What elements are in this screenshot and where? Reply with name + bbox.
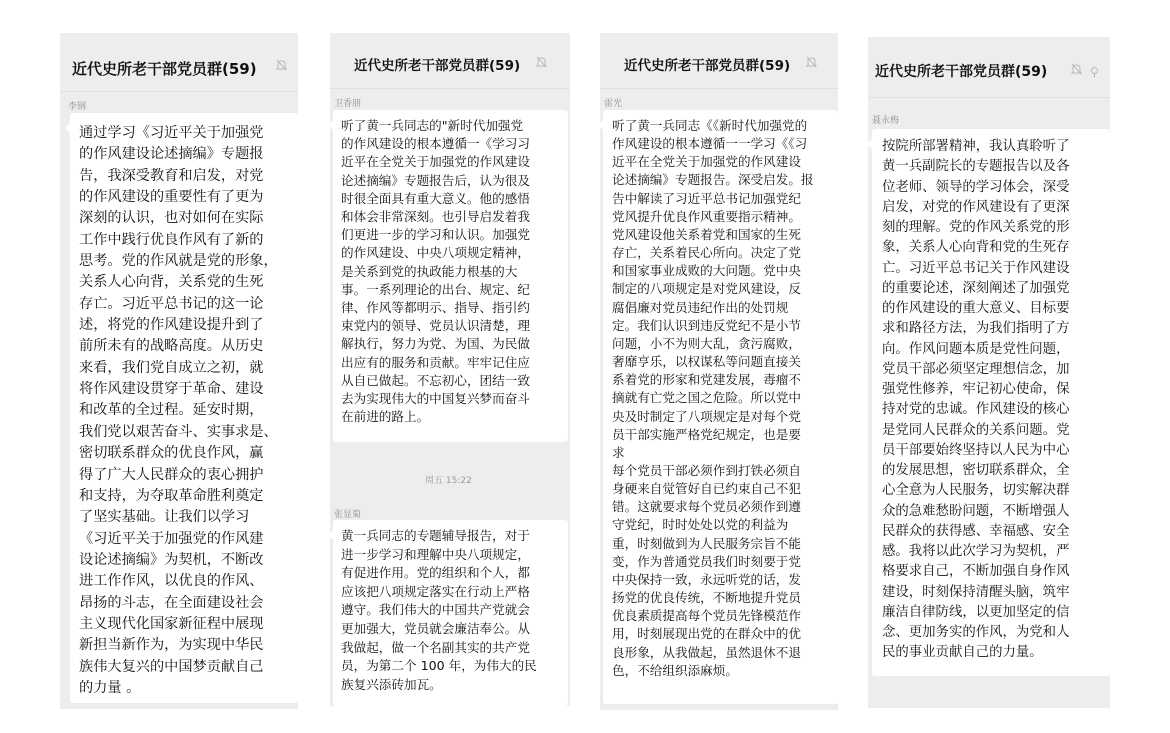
message-bubble[interactable] bbox=[333, 110, 568, 442]
group-title[interactable]: 近代史所老干部党员群(59) bbox=[72, 60, 257, 78]
message-text: 听了黄一兵同志的"新时代加强党 的作风建设的根本遵循一《学习习 近平在全党关于加强党的作风建设 论述摘编》专题报告后，认为很及 时很全面具有重大意义。他的感悟 和体会非常深刻。也引导启发着我 们更进一步的学习和认识。加强党 的作风建设、中央八项规定精神， 是关系到党的执政能力根基的大 事。一系列理论的出台、规定、纪 律、作风等都明示、指导、指引约 束党内的领导、党员认识清楚，理 解执行，努力为党、为国、为民做 出应有的服务和贡献。牢牢记住应 从自已做起。不忘初心，团结一致 去为实现伟大的中国复兴梦而奋斗 在前进的路上。 bbox=[341, 118, 530, 425]
message-text: 听了黄一兵同志《《新时代加强党的 作风建设的根本遵循一一学习《《习 近平在全党关于加强党的作风建设 论述摘编》专题报告。深受启发。报 告中解读了习近平总书记加强党纪 党风提升优良作风重要指示精神。 党风建设他关系着党和国家的生死 存亡，关系着民心所向。决定了党 和国家事业成败的大问题。党中央 制定的八项规定是对党风建设，反 腐倡廉对党员违纪作出的处罚规 定。我们认识到违反党纪不是小节 问题，小不为则大乱，贪污腐败， 奢靡亨乐，以权谋私等问题直接关 系着党的形家和党建发展，毒瘤不 摘就有亡党之国之危险。所以党中 央及时制定了八项规定是对每个党 员干部实施严格党纪规定，也是要 求 每个党员干部必须作到打铁必须自 身硬来自觉管好自已约束自己不犯 错。这就要求每个党员必须作到遵 守党纪，时时处处以党的利益为 重，时刻做到为人民服务宗旨不能 变，作为普通党员我们时刻要于党 中央保持一致，永远听党的话，发 扬党的优良传统，不断地提升党员 优良素质提高每个党员先锋模范作 用，时刻展现出党的在群众中的优 良形象，从我做起，虽然退休不退 色，不给组织添麻烦。 bbox=[612, 118, 814, 678]
message-text: 按院所部署精神，我认真聆听了 黄一兵副院长的专题报告以及各 位老师、领导的学习体会，深受 启发，对党的作风建设有了更深 刻的理解。党的作风关系党的形 象，关系人心向背和党的生死存 亡。习近平总书记关于作风建设 的重要论述，深刻阐述了加强党 的作风建设的重大意义、目标要 求和路径方法，为我们指明了方 向。作风问题本质是党性问题， 党员干部必须坚定理想信念，加 强党性修养，牢记初心使命，保 持对党的忠诚。作风建设的核心 是党同人民群众的关系问题。党 员干部要始终坚持以人民为中心 的发展思想，密切联系群众，全 心全意为人民服务，切实解决群 众的急难愁盼问题，不断增强人 民群众的获得感、幸福感、安全 感。我将以此次学习为契机，严 格要求自己，不断加强自身作风 建设，时刻保持清醒头脑，筑牢 廉洁自律防线，以更加坚定的信 念、更加务实的作风，为党和人 民的事业贡献自己的力量。 bbox=[882, 139, 1070, 661]
chat-header bbox=[330, 33, 570, 89]
bell-off-icon bbox=[276, 59, 287, 71]
bell-off-icon bbox=[806, 56, 817, 68]
chat-screenshot-2 bbox=[330, 33, 570, 706]
group-title[interactable]: 近代史所老干部党员群(59) bbox=[624, 58, 791, 74]
message-bubble[interactable] bbox=[603, 110, 838, 704]
message-bubble[interactable] bbox=[70, 113, 298, 703]
chat-screenshot-4 bbox=[868, 37, 1110, 708]
chat-screenshot-3 bbox=[600, 33, 838, 710]
bell-off-icon bbox=[1071, 63, 1082, 75]
pin-icon[interactable] bbox=[1089, 63, 1100, 82]
message-text: 黄一兵同志的专题辅导报告，对于 进一步学习和理解中央八项规定， 有促进作用。党的组织和个人，都 应该把八项规定落实在行动上严格 遵守。我们伟大的中国共产党就会 更加强大，党员就会廉洁奉公。从 我做起，做一个名副其实的共产党 员，为第二个 100 年，为伟大的民 族复兴添砖加瓦。 bbox=[341, 528, 537, 692]
sender-name: 张显菊 bbox=[334, 510, 362, 520]
chat-screenshot-1 bbox=[60, 33, 298, 709]
timestamp: 周五 15:22 bbox=[425, 476, 472, 486]
sender-name: 雷光 bbox=[604, 99, 623, 109]
group-title[interactable]: 近代史所老干部党员群(59) bbox=[354, 58, 521, 74]
sender-name: 聂永梅 bbox=[872, 116, 900, 126]
message-bubble[interactable] bbox=[333, 520, 568, 706]
sender-name: 卫香朋 bbox=[334, 99, 362, 109]
message-text: 通过学习《习近平关于加强党 的作风建设论述摘编》专题报 告，我深受教育和启发，对党 的作风建设的重要性有了更为 深刻的认识，也对如何在实际 工作中践行优良作风有了新的 思考。党的作风就是党的形象， 关系人心向背，关系党的生死 存亡。习近平总书记的这一论 述，将党的作风建设提升到了 前所未有的战略高度。从历史 来看，我们党自成立之初，就 将作风建设贯穿于革命、建设 和改革的全过程。延安时期， 我们党以艰苦奋斗、实事求是、 密切联系群众的优良作风，赢 得了广大人民群众的衷心拥护 和支持，为夺取革命胜利奠定 了坚实基础。让我们以学习 《习近平关于加强党的作风建 设论述摘编》为契机，不断改 进工作作风，以优良的作风、 昂扬的斗志，在全面建设社会 主义现代化国家新征程中展现 新担当新作为，为实现中华民 族伟大复兴的中国梦贡献自己 的力量 。 bbox=[79, 125, 278, 696]
sender-name: 李钢 bbox=[68, 102, 87, 112]
bell-off-icon bbox=[536, 56, 547, 68]
chat-header bbox=[600, 33, 838, 89]
group-title[interactable]: 近代史所老干部党员群(59) bbox=[875, 64, 1048, 80]
chat-header bbox=[60, 33, 298, 92]
chat-header bbox=[868, 37, 1110, 98]
message-bubble[interactable] bbox=[872, 129, 1110, 676]
